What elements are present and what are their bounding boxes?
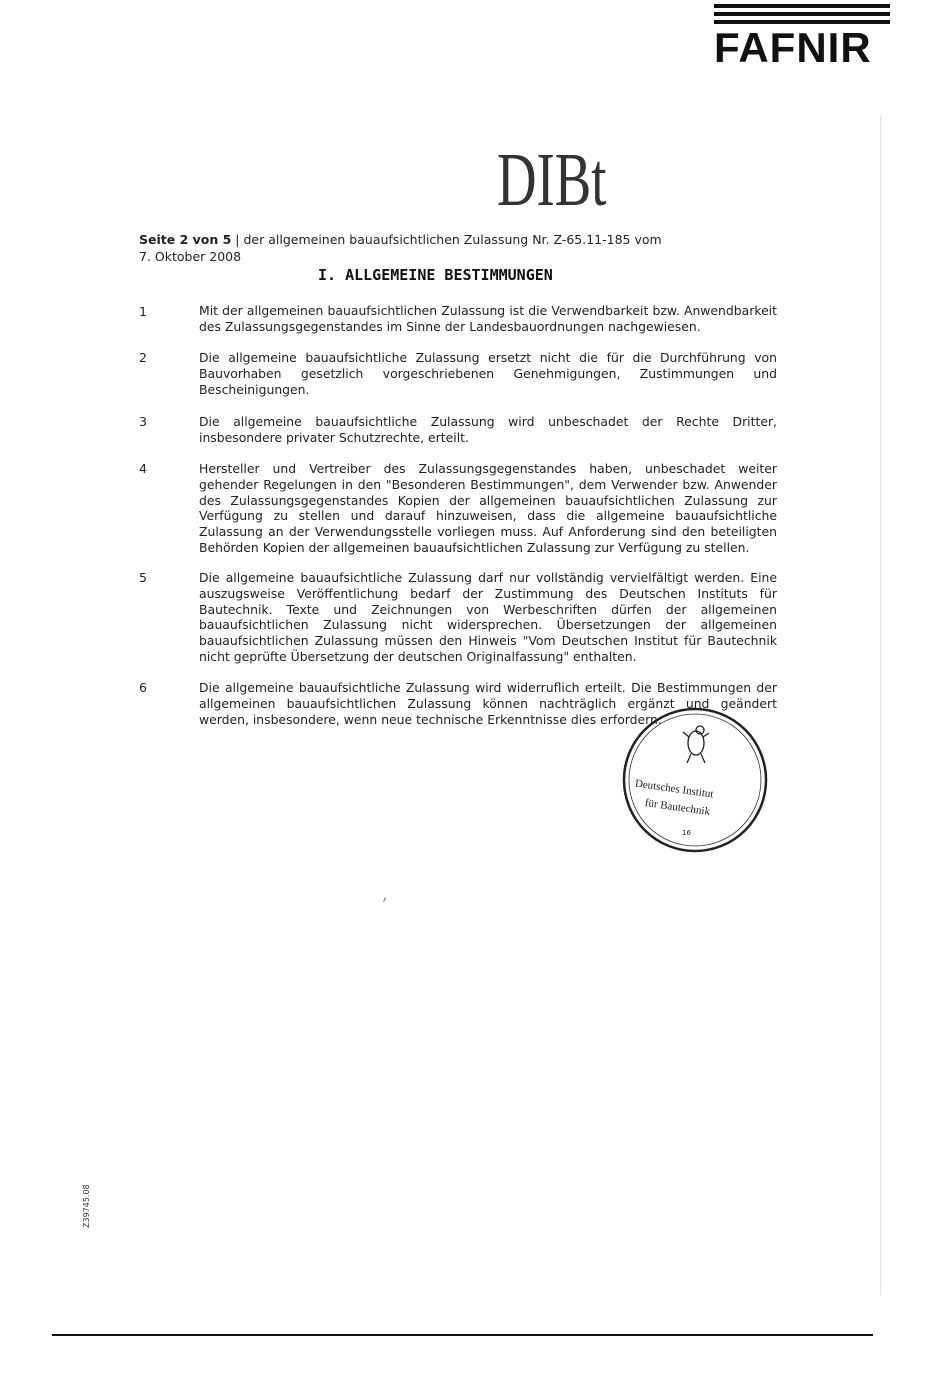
- approval-date: 7. Oktober 2008: [139, 249, 242, 264]
- header-separator: |: [231, 232, 244, 247]
- document-code-text: Z39745.08: [82, 1184, 91, 1228]
- fafnir-logo: [714, 4, 890, 71]
- paragraph-number: 4: [139, 461, 147, 476]
- dibt-seal-stamp: [622, 707, 768, 853]
- logo-text: FAFNIR: [714, 24, 872, 71]
- page-header: [139, 231, 699, 265]
- page-number: Seite 2 von 5: [139, 232, 232, 247]
- dibt-logo: DIBt: [497, 138, 607, 222]
- stamp-number: 16: [682, 829, 691, 837]
- section-title: I. ALLGEMEINE BESTIMMUNGEN: [318, 266, 553, 284]
- paragraph-number: 3: [139, 414, 147, 429]
- paragraph-text: Die allgemeine bauaufsichtliche Zulassung ersetzt nicht die für die Durchführung von Bauvorhaben gesetzlich vorgeschriebenen Genehmigungen, Zustimmungen und Bescheinigungen.: [199, 350, 777, 397]
- paragraph-number: 2: [139, 350, 147, 365]
- logo-bar: [714, 12, 890, 16]
- paragraph-text: Mit der allgemeinen bauaufsichtlichen Zulassung ist die Verwendbarkeit bzw. Anwendbarkeit des Zulassungsgegenstandes im Sinne der Landesbauordnungen nachgewiesen.: [199, 303, 777, 334]
- paragraph-number: 5: [139, 570, 147, 585]
- paragraph-number: 6: [139, 680, 147, 695]
- paragraph-text: Die allgemeine bauaufsichtliche Zulassung darf nur vollständig vervielfältigt werden. Eine auszugsweise Veröffentlichung bedarf der Zustimmung des Deutschen Instituts für Bautechnik. Texte und Zeichnungen von Werbeschriften dürfen der allgemeinen bauaufsichtlichen Zulassung nicht widersprechen. Übersetzungen der allgemeinen bauaufsichtlichen Zulassung müssen den Hinweis "Vom Deutschen Institut für Bautechnik nicht geprüfte Übersetzung der deutschen Originalfassung" enthalten.: [199, 570, 777, 664]
- stray-mark: [383, 897, 386, 902]
- document-code: [82, 1178, 96, 1228]
- approval-reference: der allgemeinen bauaufsichtlichen Zulassung Nr. Z-65.11-185 vom: [243, 232, 662, 247]
- paragraph-text: Die allgemeine bauaufsichtliche Zulassung wird unbeschadet der Rechte Dritter, insbesondere privater Schutzrechte, erteilt.: [199, 414, 777, 445]
- scan-edge: [880, 115, 881, 1295]
- stamp-line-2: für Bautechnik: [644, 796, 711, 819]
- stamp-line-1: Deutsches Institut: [634, 777, 715, 801]
- paragraph-text: Die allgemeine bauaufsichtliche Zulassung wird widerruflich erteilt. Die Bestimmungen der allgemeinen bauaufsichtlichen Zulassung können nachträglich ergänzt und geändert werden, insbesondere, wenn neue technische Erkenntnisse dies erfordern.: [199, 680, 777, 727]
- paragraph-number: 1: [139, 304, 147, 319]
- logo-bar: [714, 4, 890, 8]
- paragraph-text: Hersteller und Vertreiber des Zulassungsgegenstandes haben, unbeschadet weiter gehender Regelungen in den "Besonderen Bestimmungen", dem Verwender bzw. Anwender des Zulassungsgegenstandes Kopien der allgemeinen bauaufsichtlichen Zulassung zur Verfügung zu stellen und darauf hinzuweisen, dass die allgemeine bauaufsichtliche Zulassung an der Verwendungsstelle vorliegen muss. Auf Anforderung sind den beteiligten Behörden Kopien der allgemeinen bauaufsichtlichen Zulassung zur Verfügung zu stellen.: [199, 461, 777, 555]
- bear-icon: [683, 726, 709, 763]
- footer-rule: [52, 1334, 873, 1336]
